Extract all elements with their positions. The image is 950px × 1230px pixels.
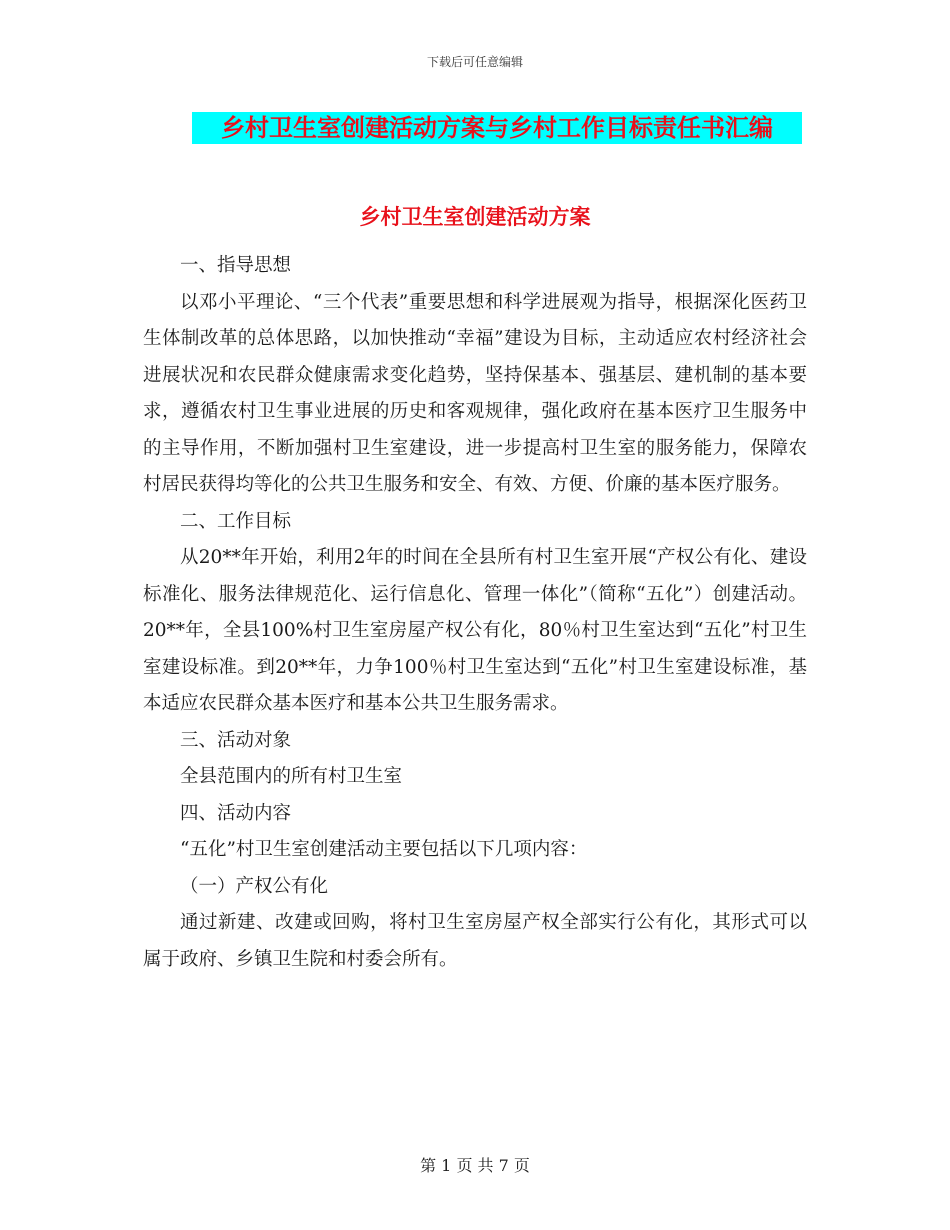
section-heading-activity-target: 三、活动对象 bbox=[180, 729, 292, 751]
paragraph-property: 通过新建、改建或回购，将村卫生室房屋产权全部实行公有化，其形式可以属于政府、乡镇卫生院和村委会所有。 bbox=[143, 912, 807, 970]
section-heading-work-goals: 二、工作目标 bbox=[180, 510, 292, 532]
document-sub-title: 乡村卫生室创建活动方案 bbox=[359, 204, 591, 229]
section-heading-activity-content: 四、活动内容 bbox=[180, 802, 292, 824]
paragraph-guiding-thought: 以邓小平理论、“三个代表”重要思想和科学进展观为指导，根据深化医药卫生体制改革的总体思路，以加快推动“幸福”建设为目标，主动适应农村经济社会进展状况和农民群众健康需求变化趋势，坚持保基本、强基层、建机制的基本要求，遵循农村卫生事业进展的历史和客观规律，强化政府在基本医疗卫生服务中的主导作用，不断加强村卫生室建设，进一步提高村卫生室的服务能力，保障农村居民获得均等化的公共卫生服务和安全、有效、方便、价廉的基本医疗服务。 bbox=[143, 291, 807, 495]
section-heading-guiding-thought: 一、指导思想 bbox=[180, 255, 292, 276]
document-body bbox=[143, 248, 807, 978]
page-number-footer: 第 1 页 共 7 页 bbox=[420, 1156, 530, 1175]
subsection-heading-property: （一）产权公有化 bbox=[180, 875, 329, 897]
paragraph-activity-intro: “五化”村卫生室创建活动主要包括以下几项内容： bbox=[180, 839, 588, 860]
paragraph-work-goals: 从20**年开始，利用2年的时间在全县所有村卫生室开展“产权公有化、建设标准化、服务法律规范化、运行信息化、管理一体化”（简称“五化”）创建活动。20**年，全县100%村卫生室房屋产权公有化，80％村卫生室达到“五化”村卫生室建设标准。到20**年，力争100％村卫生室达到“五化”村卫生室建设标准，基本适应农民群众基本医疗和基本公共卫生服务需求。 bbox=[143, 547, 807, 714]
header-note: 下载后可任意编辑 bbox=[426, 55, 523, 69]
paragraph-activity-target: 全县范围内的所有村卫生室 bbox=[180, 766, 403, 787]
document-main-title: 乡村卫生室创建活动方案与乡村工作目标责任书汇编 bbox=[192, 112, 802, 144]
